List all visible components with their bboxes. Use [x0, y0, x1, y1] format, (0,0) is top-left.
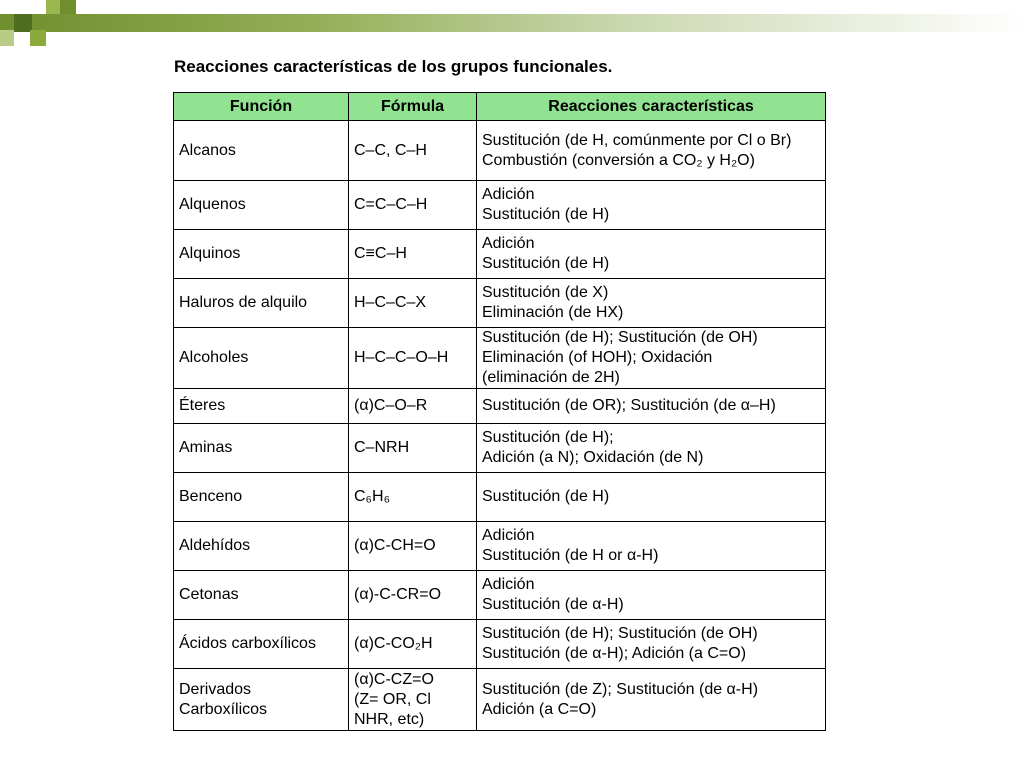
cell-text: Sustitución (de Z); Sustitución (de α-H): [482, 680, 759, 698]
cell-text: (α)-C-CR=O: [354, 586, 442, 603]
table-row: [174, 121, 826, 181]
cell-formula: [349, 121, 477, 181]
cell-reacciones: [477, 522, 826, 571]
cell-funcion: [174, 522, 349, 571]
cell-text: NHR, etc): [354, 710, 425, 728]
cell-reacciones: [477, 230, 826, 279]
cell-text: Adición: [482, 576, 535, 593]
cell-funcion: [174, 571, 349, 620]
cell-text: Carboxílicos: [179, 700, 268, 718]
cell-text: Cetonas: [179, 586, 239, 603]
cell-reacciones: [477, 279, 826, 328]
column-header: Fórmula: [349, 93, 477, 121]
header-gradient-band: [0, 14, 1024, 32]
table-row: [174, 328, 826, 389]
cell-text: Sustitución (de H);: [482, 429, 614, 446]
column-header: Reacciones características: [477, 93, 826, 121]
cell-text: Alcoholes: [179, 349, 249, 366]
cell-text: Éteres: [179, 397, 226, 414]
decor-square-5: [0, 30, 14, 46]
cell-text: Combustión (conversión a CO₂ y H₂O): [482, 151, 755, 169]
cell-text: Aldehídos: [179, 537, 251, 554]
table-row: [174, 620, 826, 669]
cell-reacciones: [477, 571, 826, 620]
functional-groups-table: [173, 92, 826, 731]
cell-text: Sustitución (de H): [482, 255, 610, 272]
cell-text: Adición: [482, 235, 535, 252]
cell-funcion: [174, 669, 349, 731]
cell-text: Sustitución (de H): [482, 488, 610, 505]
cell-text: Alcanos: [179, 141, 236, 159]
cell-text: Adición (a C=O): [482, 700, 597, 718]
cell-text: Sustitución (de H, comúnmente por Cl o Br): [482, 131, 792, 149]
cell-text: Sustitución (de X): [482, 284, 609, 301]
cell-reacciones: [477, 121, 826, 181]
cell-funcion: [174, 181, 349, 230]
cell-text: (α)C–O–R: [354, 397, 428, 414]
cell-text: Aminas: [179, 439, 233, 456]
decor-square-4: [60, 0, 76, 14]
cell-formula: [349, 571, 477, 620]
cell-formula: [349, 328, 477, 389]
table-header-row: [174, 93, 826, 121]
cell-text: Adición: [482, 186, 535, 203]
cell-reacciones: [477, 620, 826, 669]
cell-funcion: [174, 230, 349, 279]
cell-text: Alquenos: [179, 196, 246, 213]
cell-funcion: [174, 389, 349, 424]
column-header: Función: [174, 93, 349, 121]
cell-formula: [349, 424, 477, 473]
cell-text: Haluros de alquilo: [179, 294, 308, 311]
cell-text: C–NRH: [354, 439, 410, 456]
cell-text: Sustitución (de OR); Sustitución (de α–H): [482, 397, 776, 414]
cell-formula: [349, 620, 477, 669]
cell-text: Sustitución (de H or α-H): [482, 547, 659, 564]
cell-formula: [349, 389, 477, 424]
cell-text: H–C–C–X: [354, 294, 427, 311]
table-row: [174, 230, 826, 279]
cell-funcion: [174, 279, 349, 328]
cell-text: C≡C–H: [354, 245, 407, 262]
cell-reacciones: [477, 473, 826, 522]
cell-text: Sustitución (de α-H): [482, 596, 624, 613]
table-row: [174, 181, 826, 230]
table-row: [174, 424, 826, 473]
cell-text: C=C–C–H: [354, 196, 428, 213]
cell-funcion: [174, 473, 349, 522]
cell-text: H–C–C–O–H: [354, 349, 449, 366]
cell-reacciones: [477, 389, 826, 424]
cell-text: Alquinos: [179, 245, 241, 262]
cell-formula: [349, 522, 477, 571]
cell-text: Adición: [482, 527, 535, 544]
cell-text: Sustitución (de α-H); Adición (a C=O): [482, 645, 747, 662]
cell-reacciones: [477, 328, 826, 389]
cell-text: Eliminación (of HOH); Oxidación: [482, 349, 713, 366]
cell-text: Eliminación (de HX): [482, 304, 624, 321]
page-title: Reacciones características de los grupos funcionales.: [174, 57, 613, 76]
cell-funcion: [174, 424, 349, 473]
table-row: [174, 522, 826, 571]
cell-text: Benceno: [179, 488, 243, 505]
table-row: [174, 669, 826, 731]
cell-text: Derivados: [179, 680, 252, 698]
cell-funcion: [174, 620, 349, 669]
cell-formula: [349, 181, 477, 230]
cell-reacciones: [477, 424, 826, 473]
cell-funcion: [174, 328, 349, 389]
cell-text: C₆H₆: [354, 488, 391, 505]
cell-text: Ácidos carboxílicos: [179, 635, 316, 652]
cell-funcion: [174, 121, 349, 181]
table-row: [174, 279, 826, 328]
cell-text: (eliminación de 2H): [482, 369, 620, 386]
cell-formula: [349, 230, 477, 279]
cell-text: Sustitución (de H): [482, 206, 610, 223]
cell-reacciones: [477, 181, 826, 230]
cell-text: Sustitución (de H); Sustitución (de OH): [482, 329, 758, 346]
cell-formula: [349, 669, 477, 731]
cell-text: Adición (a N); Oxidación (de N): [482, 449, 704, 466]
cell-formula: [349, 279, 477, 328]
table-row: [174, 389, 826, 424]
cell-text: (α)C-CZ=O: [354, 670, 434, 688]
cell-text: C–C, C–H: [354, 141, 427, 159]
cell-reacciones: [477, 669, 826, 731]
decor-square-3: [30, 30, 46, 46]
cell-text: (α)C-CO₂H: [354, 635, 433, 652]
cell-text: (α)C-CH=O: [354, 537, 436, 554]
table-row: [174, 571, 826, 620]
cell-formula: [349, 473, 477, 522]
table-row: [174, 473, 826, 522]
cell-text: (Z= OR, Cl: [354, 690, 431, 708]
cell-text: Sustitución (de H); Sustitución (de OH): [482, 625, 758, 642]
